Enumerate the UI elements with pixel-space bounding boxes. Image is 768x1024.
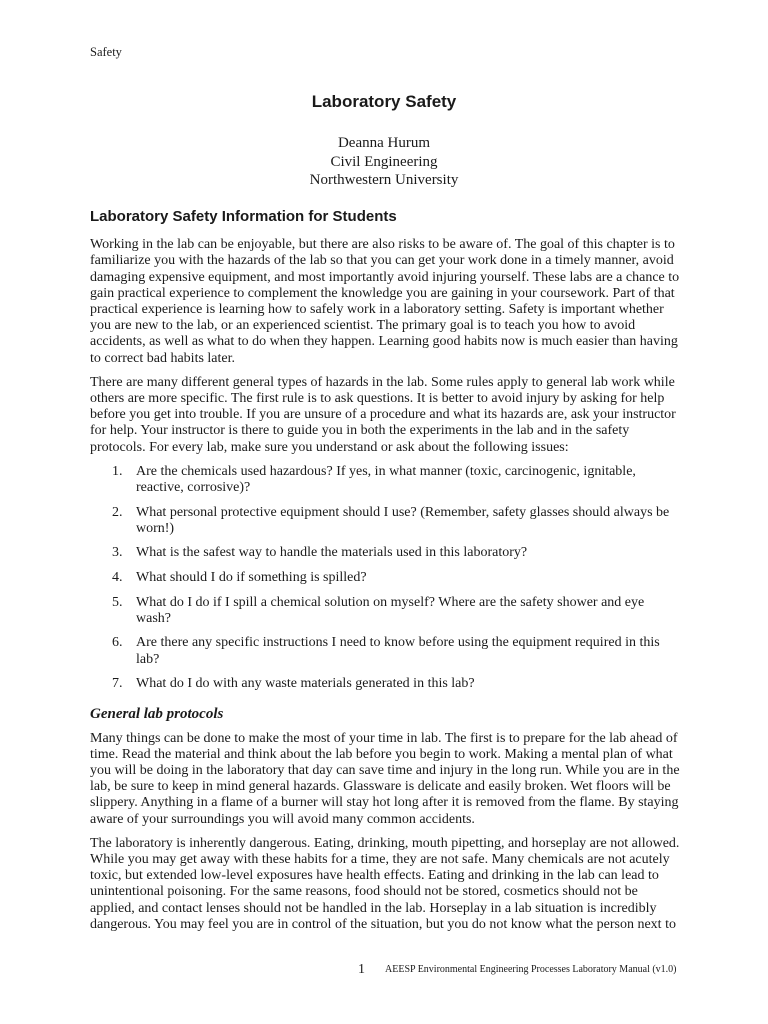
question-number: 2.: [112, 504, 123, 520]
question-item: [90, 595, 680, 627]
question-text: What do I do if I spill a chemical solution on myself? Where are the safety shower and eye wash?: [136, 594, 645, 626]
question-number: 4.: [112, 570, 123, 586]
page-number: 1: [358, 962, 365, 977]
question-number: 1.: [112, 463, 123, 479]
question-number: 7.: [112, 676, 123, 692]
question-item: [90, 570, 680, 586]
document-title: Laboratory Safety: [311, 92, 457, 111]
question-text: Are there any specific instructions I need to know before using the equipment required in this lab?: [136, 635, 660, 667]
question-text: What do I do with any waste materials generated in this lab?: [136, 676, 475, 692]
questions-list: [90, 464, 680, 693]
question-number: 3.: [112, 545, 123, 561]
hazards-paragraph: There are many different general types of hazards in the lab. Some rules apply to general lab work while others are more specific. The first rule is to ask questions. It is better to avoid injury by asking for help before you get into trouble. If you are unsure of a procedure and what its hazards are, ask your instructor for help. Your instructor is there to guide you in both the experiments in the lab and in the safety protocols. For every lab, make sure you understand or ask about the following issues:: [90, 374, 676, 455]
question-text: What is the safest way to handle the materials used in this laboratory?: [136, 545, 528, 561]
document-body: [90, 205, 680, 941]
manual-title: AEESP Environmental Engineering Processes Laboratory Manual (v1.0): [385, 964, 677, 975]
question-number: 6.: [112, 635, 123, 651]
question-item: [90, 464, 680, 496]
section-heading: Laboratory Safety Information for Students: [90, 208, 397, 225]
question-item: [90, 676, 680, 692]
protocol-paragraph: The laboratory is inherently dangerous. Eating, drinking, mouth pipetting, and horseplay are not allowed. While you may get away with these habits for a time, they are not safe. Many chemicals are not acutely toxic, but extended low-level exposures have health effects. Eating and drinking in the lab can lead to unintentional poisoning. For the same reasons, food should not be stored, cosmetics should not be applied, and contact lenses should not be handled in the lab. Horseplay in a lab situation is incredibly dangerous. You may feel you are in control of the situation, but you do not know what the person next to: [90, 835, 680, 932]
author-institution: Northwestern University: [309, 172, 459, 188]
question-text: What should I do if something is spilled?: [136, 570, 367, 586]
question-text: Are the chemicals used hazardous? If yes, in what manner (toxic, carcinogenic, ignitable, reactive, corrosive)?: [136, 463, 636, 496]
running-header: Safety: [90, 45, 122, 59]
protocol-paragraph: Many things can be done to make the most of your time in lab. The first is to prepare for the lab ahead of time. Read the material and think about the lab before you begin to work. Making a mental plan of what you will be doing in the laboratory that day can save time and injury in the long run. While you are in the lab, be sure to keep in mind general hazards. Glassware is delicate and easily broken. Wet floors will be slippery. Anything in a flame of a burner will stay hot long after it is removed from the flame. By staying aware of your surroundings you will avoid many common accidents.: [90, 730, 680, 827]
question-item: [90, 635, 680, 667]
question-text: What personal protective equipment should I use? (Remember, safety glasses should always be worn!): [136, 504, 670, 536]
question-number: 5.: [112, 594, 123, 610]
intro-paragraph: Working in the lab can be enjoyable, but there are also risks to be aware of. The goal of this chapter is to familiarize you with the hazards of the lab so that you can get your work done in a timely manner, avoid damaging expensive equipment, and most importantly avoid injuring yourself. These labs are a chance to gain practical experience to complement the knowledge you are gaining in your coursework. Part of that practical experience is learning how to safely work in a laboratory setting. Safety is important whether you are new to the lab, or an experienced scientist. The primary goal is to teach you how to avoid accidents, as well as what to do when they happen. Learning good habits now is much easier than having to correct bad habits later.: [90, 237, 680, 366]
subsection-heading: General lab protocols: [90, 706, 224, 723]
author-department: Civil Engineering: [330, 153, 438, 170]
author-block: [0, 134, 768, 190]
author-name: Deanna Hurum: [337, 135, 431, 151]
question-item: [90, 505, 680, 537]
question-item: [90, 545, 680, 561]
